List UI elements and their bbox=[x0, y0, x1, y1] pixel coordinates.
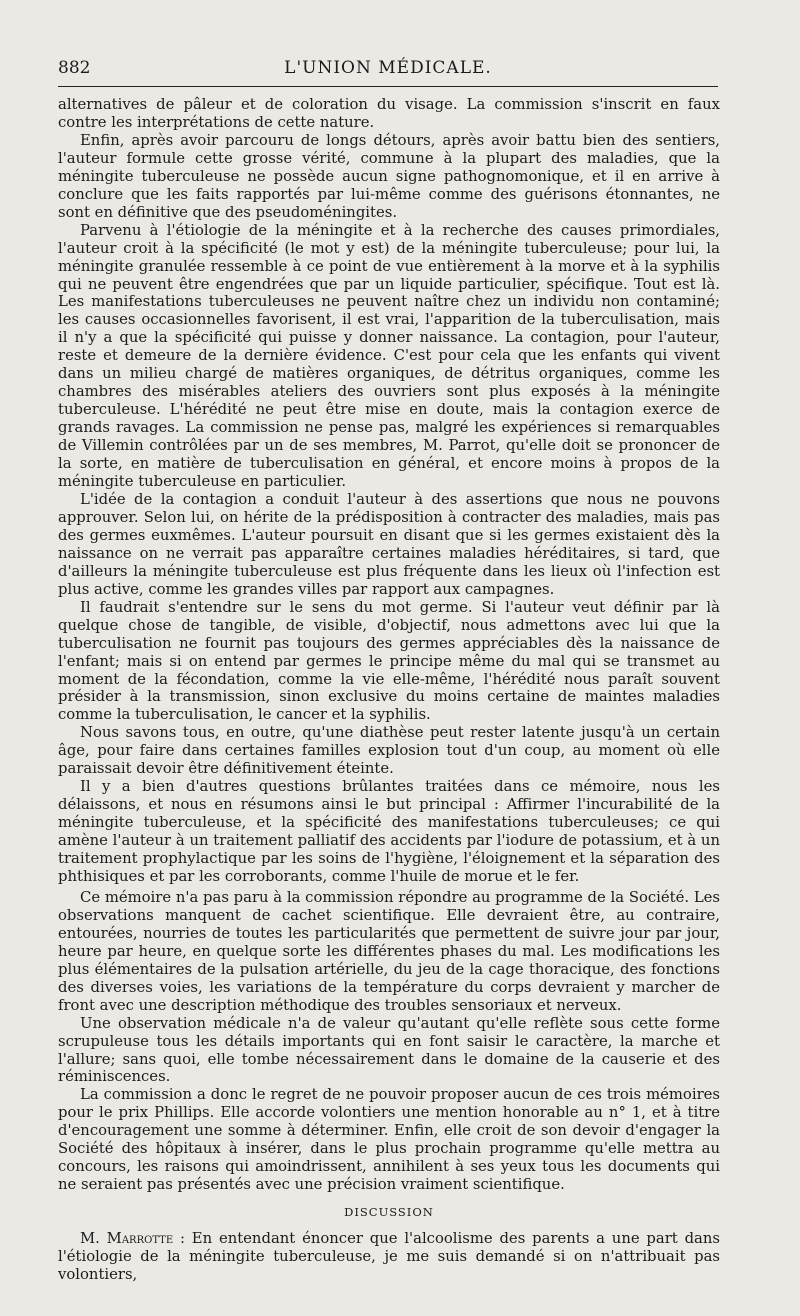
discussion-text: : En entendant énoncer que l'alcoolisme des parents a une part dans l'étiologie de la méningite tuberculeuse, je me suis demandé si on n'attribuait pas volontiers, bbox=[58, 1230, 720, 1283]
page-number: 882 bbox=[58, 58, 91, 78]
paragraph: Parvenu à l'étiologie de la méningite et à la recherche des causes primordiales, l'auteur croit à la spécificité (le mot y est) de la méningite tuberculeuse; pour lui, la méningite granulée ressemble à ce point de vue entièrement à la morve et à la syphilis qui ne peuvent être engendrées que par un liquide particulier, spécifique. Tout est là. Les manifestations tuberculeuses ne peuvent naître chez un individu non contaminé; les causes occasionnelles favorisent, il est vrai, l'apparition de la tuberculisation, mais il n'y a que la spécificité qui puisse y donner naissance. La contagion, pour l'auteur, reste et demeure de la dernière évidence. C'est pour cela que les enfants qui vivent dans un milieu chargé de matières organiques, de détritus organiques, comme les chambres des misérables ateliers des ouvriers sont plus exposés à la méningite tuberculeuse. L'hérédité ne peut être mise en doute, mais la contagion exerce de grands ravages. La commission ne pense pas, malgré les expériences si remarquables de Villemin contrôlées par un de ses membres, M. Parrot, qu'elle doit se prononcer de la sorte, en matière de tuberculisation en général, et encore moins à propos de la méningite tuberculeuse en particulier. bbox=[58, 221, 720, 491]
section-heading: DISCUSSION bbox=[344, 1205, 434, 1220]
running-header bbox=[58, 56, 718, 82]
journal-title: L'UNION MÉDICALE. bbox=[284, 58, 492, 78]
speaker-name: M. Marrotte bbox=[80, 1230, 174, 1248]
paragraph: Il y a bien d'autres questions brûlantes traitées dans ce mémoire, nous les délaissons, et nous en résumons ainsi le but principal : Affirmer l'incurabilité de la méningite tuberculeuse, et la spécificité des manifestations tuberculeuses; ce qui amène l'auteur à un traitement palliatif des accidents par l'iodure de potassium, et à un traitement prophylactique par les soins de l'hygiène, l'éloignement et la séparation des phthisiques et par les corroborants, comme l'huile de morue et le fer. bbox=[58, 778, 720, 885]
paragraph: L'idée de la contagion a conduit l'auteur à des assertions que nous ne pouvons approuver. Selon lui, on hérite de la prédisposition à contracter des maladies, mais pas des germes euxmêmes. L'auteur poursuit en disant que si les germes existaient dès la naissance on ne verrait pas apparaître certaines maladies héréditaires, si tard, que d'ailleurs la méningite tuberculeuse est plus fréquente dans les lieux où l'infection est plus active, comme les grandes villes par rapport aux campagnes. bbox=[58, 490, 720, 598]
paragraph: Il faudrait s'entendre sur le sens du mot germe. Si l'auteur veut définir par là quelque chose de tangible, de visible, d'objectif, nous admettons avec lui que la tuberculisation ne fournit pas toujours des germes appréciables dès la naissance de l'enfant; mais si on entend par germes le principe même du mal qui se transmet au moment de la fécondation, comme la vie elle-même, l'hérédité nous paraît souvent présider à la transmission, sinon exclusive du moins certaine de maintes maladies comme la tuberculisation, le cancer et la syphilis. bbox=[58, 598, 720, 724]
header-rule bbox=[58, 86, 718, 87]
paragraph: Ce mémoire n'a pas paru à la commission répondre au programme de la Société. Les observations manquent de cachet scientifique. Elle devraient être, au contraire, entourées, nourries de toutes les particularités que permettent de suivre jour par jour, heure par heure, en quelque sorte les différentes phases du mal. Les modifications les plus élémentaires de la pulsation artérielle, du jeu de la cage thoracique, des fonctions des diverses voies, les variations de la température du corps devraient y marcher de front avec une description méthodique des troubles sensoriaux et nerveux. bbox=[58, 888, 720, 1014]
paragraph: Une observation médicale n'a de valeur qu'autant qu'elle reflète sous cette forme scrupuleuse tous les détails importants qui en font saisir le caractère, la marche et l'allure; sans quoi, elle tombe nécessairement dans le domaine de la causerie et des réminiscences. bbox=[58, 1014, 720, 1086]
paragraph: Enfin, après avoir parcouru de longs détours, après avoir battu bien des sentiers, l'auteur formule cette grosse vérité, commune à la plupart des maladies, que la méningite tuberculeuse ne possède aucun signe pathognomonique, et il en arrive à conclure que les faits rapportés par lui-même comme des guérisons étonnantes, ne sont en définitive que des pseudoméningites. bbox=[58, 131, 720, 221]
paragraph: Nous savons tous, en outre, qu'une diathèse peut rester latente jusqu'à un certain âge, pour faire dans certaines familles explosion tout d'un coup, au moment où elle paraissait devoir être définitivement éteinte. bbox=[58, 724, 720, 778]
paragraph: alternatives de pâleur et de coloration du visage. La commission s'inscrit en faux contre les interprétations de cette nature. bbox=[58, 96, 720, 131]
article-body bbox=[58, 96, 720, 1284]
paragraph: La commission a donc le regret de ne pouvoir proposer aucun de ces trois mémoires pour le prix Phillips. Elle accorde volontiers une mention honorable au n° 1, et à titre d'encouragement une somme à déterminer. Enfin, elle croit de son devoir d'engager la Société des hôpitaux à insérer, dans le plus prochain programme qu'elle mettra au concours, les raisons qui amoindrissent, annihilent à ses yeux tous les documents qui ne seraient pas présentés avec une précision vraiment scientifique. bbox=[58, 1086, 720, 1194]
discussion-paragraph bbox=[58, 1230, 720, 1284]
